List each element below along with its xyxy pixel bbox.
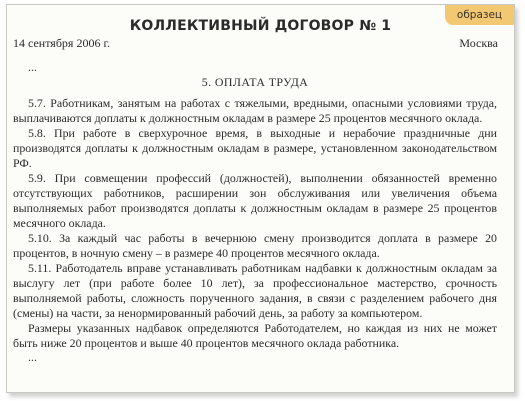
document-sheet [6,4,515,393]
document-title: КОЛЛЕКТИВНЫЙ ДОГОВОР № 1 [129,18,392,34]
document-body [13,61,497,365]
document-date: 14 сентября 2006 г. [13,36,111,50]
clause-5-10: 5.10. За каждый час работы в вечернюю смену производится доплата в размере 20 процентов, в ночную смену – в размере 40 процентов месячного оклада. [13,231,497,260]
clause-5-7: 5.7. Работникам, занятым на работах с тяжелыми, вредными, опасными условиями труда, выплачиваются доплаты к должностным окладам в размере 25 процентов месячного оклада. [13,96,497,125]
date-line [13,36,498,51]
section-title: 5. ОПЛАТА ТРУДА [201,75,309,89]
clause-5-11: 5.11. Работодатель вправе устанавливать работникам надбавки к должностным окладам за выслугу лет (при работе более 10 лет), за профессиональное мастерство, срочность выполняемой работы, сложность порученного задания, в связи с разделением рабочего дня (смены) на части, за ненормированный рабочий день, за работу за компьютером. [13,261,497,320]
ellipsis-bottom: ... [28,350,37,364]
clause-5-9: 5.9. При совмещении профессий (должностей), выполнении обязанностей временно отсутствующих работников, расширении зон обслуживания или увеличения объема выполняемых работ производятся доплаты к должностным окладам в размере 25 процентов месячного оклада. [13,171,497,230]
sample-badge: образец [445,5,514,25]
document-city: Москва [459,36,498,50]
ellipsis-top: ... [28,60,37,74]
clause-5-8: 5.8. При работе в сверхурочное время, в выходные и нерабочие праздничные дни производятся доплаты к должностным окладам в размере, установленном законодательством РФ. [13,126,497,170]
clause-allowance-limits: Размеры указанных надбавок определяются Работодателем, но каждая из них не может быть ниже 20 процентов и выше 40 процентов месячного оклада работника. [13,321,497,350]
